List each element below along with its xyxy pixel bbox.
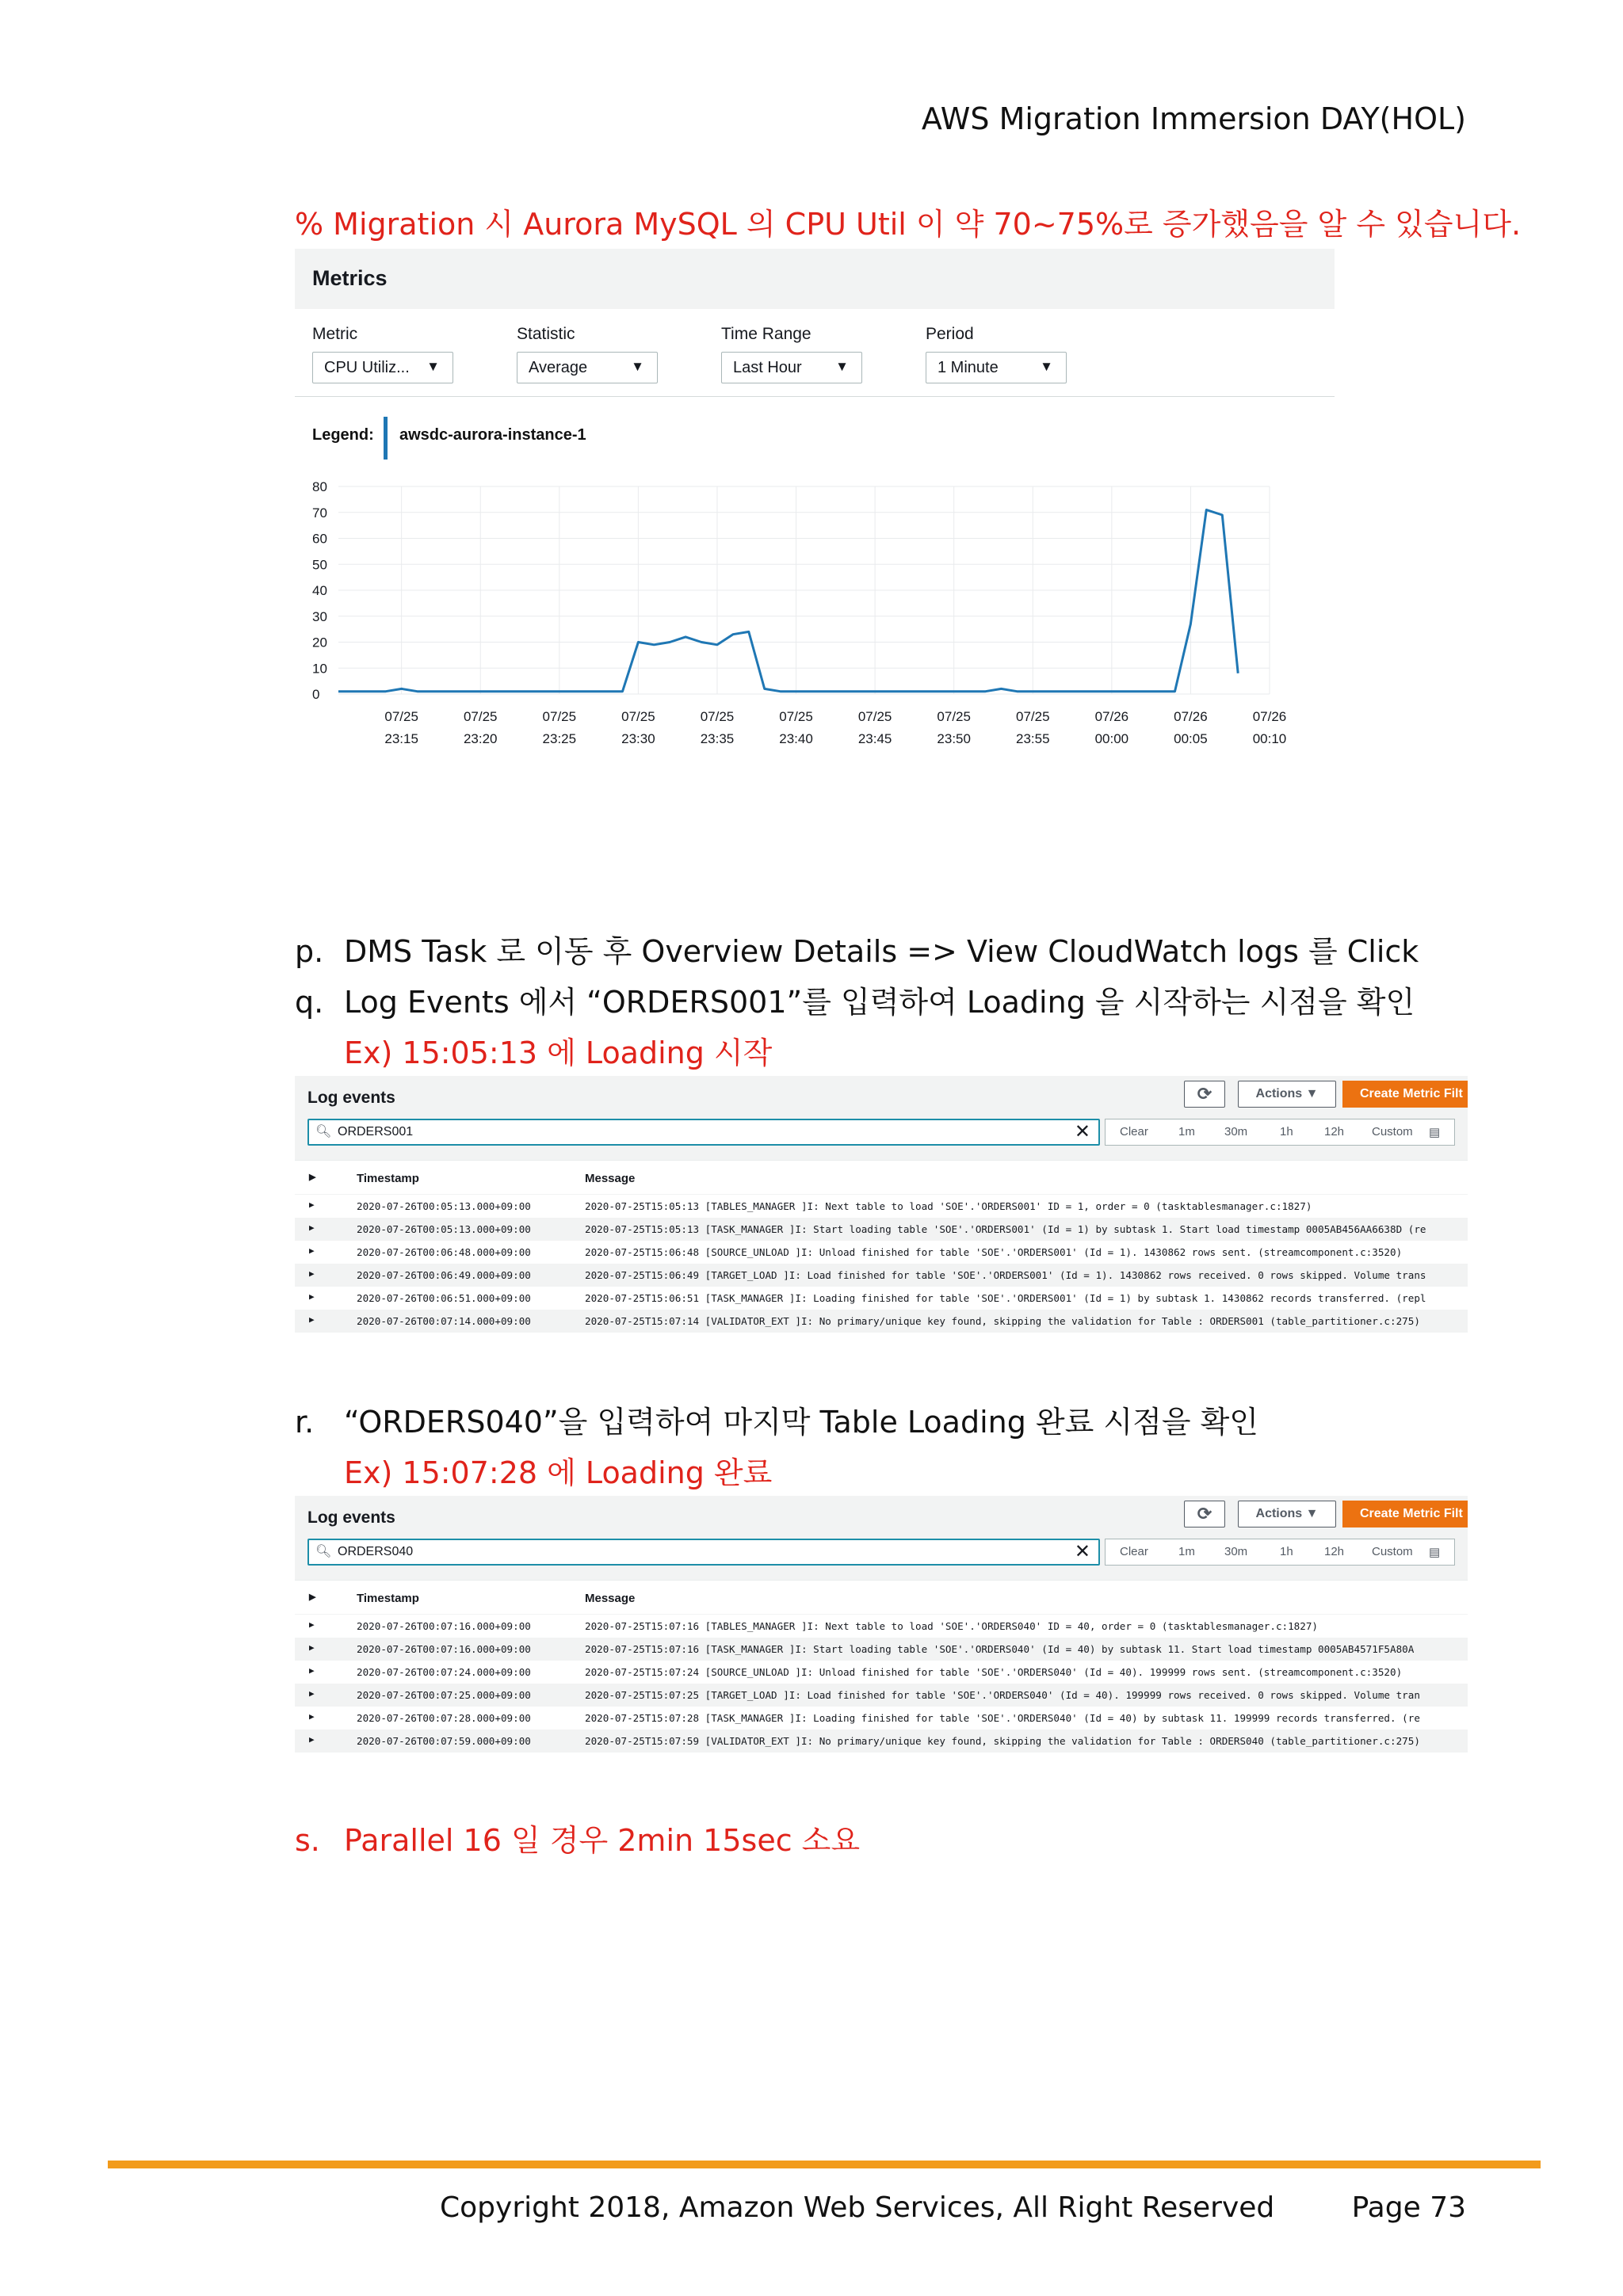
expand-row-icon[interactable]: ▶ [309, 1711, 315, 1722]
x-tick-date: 07/25 [857, 709, 892, 724]
y-tick-label: 80 [312, 479, 327, 494]
legend-swatch [384, 417, 388, 460]
step-p [295, 927, 1419, 971]
time-range-bar [1105, 1119, 1455, 1146]
x-tick-date: 07/25 [779, 709, 813, 724]
cpu-utilization-chart [295, 455, 1335, 875]
step-s [295, 1816, 860, 1859]
log-table-header [295, 1160, 1468, 1194]
log-row-message: 2020-07-25T15:07:59 [VALIDATOR_EXT ]I: No primary/unique key found, skipping the validation for Table : ORDERS040 (table_partitioner.c:275) [585, 1735, 1420, 1747]
y-tick-label: 20 [312, 635, 327, 650]
metric-select-value: CPU Utiliz... [324, 359, 410, 376]
log-row-timestamp: 2020-07-26T00:07:59.000+09:00 [357, 1735, 531, 1747]
col-timestamp: Timestamp [357, 1592, 419, 1605]
x-tick-time: 23:40 [779, 731, 813, 746]
step-q-example: Ex) 15:05:13 에 Loading 시작 [344, 1035, 773, 1070]
step-s-text: Parallel 16 일 경우 2min 15sec 소요 [344, 1823, 861, 1858]
range-12h[interactable]: 12h [1324, 1545, 1345, 1558]
x-tick-date: 07/25 [621, 709, 655, 724]
log-row-message: 2020-07-25T15:07:24 [SOURCE_UNLOAD ]I: Unload finished for table 'SOE'.'ORDERS040' (Id = 40). 199999 rows sent. (streamcomponent.c:3520) [585, 1666, 1403, 1678]
legend-label: Legend: [312, 426, 374, 444]
step-q [295, 978, 1415, 1021]
range-12h[interactable]: 12h [1324, 1125, 1345, 1138]
x-tick-date: 07/25 [937, 709, 971, 724]
step-q-text: Log Events 에서 “ORDERS001”를 입력하여 Loading 을 시작하는 시점을 확인 [344, 985, 1415, 1020]
caret-down-icon: ▼ [631, 359, 644, 374]
refresh-button[interactable] [1184, 1081, 1225, 1108]
refresh-button[interactable] [1184, 1501, 1225, 1527]
y-tick-label: 50 [312, 557, 327, 573]
log-row[interactable] [295, 1195, 1468, 1218]
y-tick-label: 0 [312, 687, 320, 702]
log-row-timestamp: 2020-07-26T00:07:16.000+09:00 [357, 1643, 531, 1655]
statistic-label: Statistic [517, 325, 575, 343]
x-tick-date: 07/25 [463, 709, 498, 724]
document-header-title: AWS Migration Immersion DAY(HOL) [921, 101, 1466, 136]
log-row-message: 2020-07-25T15:07:28 [TASK_MANAGER ]I: Loading finished for table 'SOE'.'ORDERS040' (Id = 40) by subtask 11. 199999 records transferred. (re [585, 1712, 1420, 1724]
refresh-icon: ⟳ [1197, 1084, 1212, 1104]
range-30m[interactable]: 30m [1224, 1125, 1248, 1138]
cpu-util-note: % Migration 시 Aurora MySQL 의 CPU Util 이 약 70~75%로 증가했음을 알 수 있습니다. [295, 207, 1522, 242]
log-row-timestamp: 2020-07-26T00:06:49.000+09:00 [357, 1269, 531, 1281]
create-metric-filter-button[interactable]: Create Metric Filt [1342, 1081, 1468, 1108]
x-tick-time: 23:25 [542, 731, 577, 746]
x-tick-time: 23:30 [621, 731, 655, 746]
time-range-select-value: Last Hour [733, 359, 802, 376]
search-icon: 🔍︎ [315, 1545, 332, 1558]
range-custom[interactable]: Custom [1372, 1125, 1413, 1138]
expand-all-icon[interactable]: ▶ [309, 1592, 316, 1602]
expand-all-icon[interactable]: ▶ [309, 1173, 316, 1182]
series-line [338, 510, 1238, 692]
log-events-title: Log events [307, 1508, 395, 1527]
range-1m[interactable]: 1m [1178, 1125, 1195, 1138]
actions-button[interactable]: Actions ▼ [1238, 1501, 1336, 1527]
expand-row-icon[interactable]: ▶ [309, 1199, 315, 1210]
x-tick-time: 23:50 [937, 731, 971, 746]
log-row-message: 2020-07-25T15:05:13 [TABLES_MANAGER ]I: Next table to load 'SOE'.'ORDERS001' ID = 1, order = 0 (tasktablesmanager.c:1827) [585, 1200, 1312, 1212]
col-message: Message [585, 1172, 636, 1185]
log-row[interactable] [295, 1310, 1468, 1333]
log-row-timestamp: 2020-07-26T00:07:14.000+09:00 [357, 1315, 531, 1327]
clear-search-icon[interactable]: ✕ [1074, 1541, 1090, 1562]
period-select[interactable] [926, 352, 1067, 383]
col-timestamp: Timestamp [357, 1172, 419, 1185]
log-search-value: ORDERS040 [338, 1545, 414, 1558]
range-clear[interactable]: Clear [1120, 1125, 1148, 1138]
log-row[interactable] [295, 1287, 1468, 1310]
y-tick-label: 70 [312, 505, 327, 521]
log-row[interactable] [295, 1241, 1468, 1264]
log-row[interactable] [295, 1661, 1468, 1684]
expand-row-icon[interactable]: ▶ [309, 1619, 315, 1630]
expand-row-icon[interactable]: ▶ [309, 1314, 315, 1325]
log-row-message: 2020-07-25T15:06:51 [TASK_MANAGER ]I: Loading finished for table 'SOE'.'ORDERS001' (Id = 1) by subtask 1. 1430862 records transferred. (repl [585, 1292, 1426, 1304]
step-q-marker: q. [295, 985, 324, 1020]
statistic-select-value: Average [529, 359, 588, 376]
expand-row-icon[interactable]: ▶ [309, 1291, 315, 1302]
x-tick-time: 23:20 [463, 731, 498, 746]
step-r-marker: r. [295, 1405, 315, 1440]
expand-row-icon[interactable]: ▶ [309, 1688, 315, 1699]
calendar-icon: ▤ [1429, 1126, 1441, 1139]
metrics-panel [295, 249, 1335, 883]
x-tick-date: 07/26 [1174, 709, 1208, 724]
legend-series-name: awsdc-aurora-instance-1 [399, 426, 586, 444]
x-tick-time: 00:00 [1094, 731, 1129, 746]
col-message: Message [585, 1592, 636, 1605]
log-row-message: 2020-07-25T15:06:48 [SOURCE_UNLOAD ]I: Unload finished for table 'SOE'.'ORDERS001' (Id = 1). 1430862 rows sent. (streamcomponent.c:3520) [585, 1246, 1403, 1258]
x-tick-date: 07/26 [1252, 709, 1287, 724]
log-row-message: 2020-07-25T15:07:14 [VALIDATOR_EXT ]I: No primary/unique key found, skipping the validation for Table : ORDERS001 (table_partitioner.c:275) [585, 1315, 1420, 1327]
expand-row-icon[interactable]: ▶ [309, 1245, 315, 1256]
log-search-input[interactable] [307, 1119, 1100, 1146]
expand-row-icon[interactable]: ▶ [309, 1642, 315, 1653]
caret-down-icon: ▼ [426, 359, 440, 374]
footer-copyright: Copyright 2018, Amazon Web Services, All Right Reserved [440, 2191, 1275, 2224]
footer-divider [108, 2161, 1541, 2168]
x-tick-time: 23:15 [384, 731, 418, 746]
metric-select[interactable] [312, 352, 453, 383]
x-tick-time: 00:05 [1174, 731, 1208, 746]
refresh-icon: ⟳ [1197, 1504, 1212, 1524]
expand-row-icon[interactable]: ▶ [309, 1268, 315, 1279]
log-row-message: 2020-07-25T15:07:25 [TARGET_LOAD ]I: Load finished for table 'SOE'.'ORDERS040' (Id = 40). 199999 rows received. 0 rows skipped. Volume tran [585, 1689, 1420, 1701]
period-label: Period [926, 325, 974, 343]
caret-down-icon: ▼ [835, 359, 849, 374]
log-table-header [295, 1580, 1468, 1614]
time-range-select[interactable] [721, 352, 862, 383]
log-search-value: ORDERS001 [338, 1125, 414, 1138]
range-clear[interactable]: Clear [1120, 1545, 1148, 1558]
step-p-marker: p. [295, 934, 324, 969]
x-tick-date: 07/25 [542, 709, 577, 724]
step-p-text: DMS Task 로 이동 후 Overview Details => View CloudWatch logs 를 Click [344, 934, 1419, 969]
y-tick-label: 10 [312, 661, 327, 677]
range-30m[interactable]: 30m [1224, 1545, 1248, 1558]
x-tick-date: 07/26 [1094, 709, 1129, 724]
x-tick-time: 23:45 [857, 731, 892, 746]
x-tick-time: 23:35 [700, 731, 735, 746]
range-custom[interactable]: Custom [1372, 1545, 1413, 1558]
range-1m[interactable]: 1m [1178, 1545, 1195, 1558]
clear-search-icon[interactable]: ✕ [1074, 1121, 1090, 1142]
expand-row-icon[interactable]: ▶ [309, 1734, 315, 1745]
log-row-message: 2020-07-25T15:07:16 [TASK_MANAGER ]I: Start loading table 'SOE'.'ORDERS040' (Id = 40) by subtask 11. Start load timestamp 0005AB4571F5A80A [585, 1643, 1415, 1655]
log-row[interactable] [295, 1264, 1468, 1287]
log-row-timestamp: 2020-07-26T00:05:13.000+09:00 [357, 1200, 531, 1212]
time-range-label: Time Range [721, 325, 812, 343]
time-range-bar [1105, 1539, 1455, 1566]
statistic-select[interactable] [517, 352, 658, 383]
y-tick-label: 60 [312, 531, 327, 547]
caret-down-icon: ▼ [1040, 359, 1053, 374]
log-search-input[interactable] [307, 1539, 1100, 1566]
log-events-panel-2 [295, 1496, 1468, 1789]
log-events-panel-1 [295, 1076, 1468, 1369]
log-row-timestamp: 2020-07-26T00:06:51.000+09:00 [357, 1292, 531, 1304]
step-r-example: Ex) 15:07:28 에 Loading 완료 [344, 1455, 773, 1490]
metric-label: Metric [312, 325, 358, 343]
step-r-text: “ORDERS040”을 입력하여 마지막 Table Loading 완료 시점을 확인 [344, 1405, 1259, 1440]
actions-button[interactable]: Actions ▼ [1238, 1081, 1336, 1108]
step-s-marker: s. [295, 1823, 320, 1858]
create-metric-filter-button[interactable]: Create Metric Filt [1342, 1501, 1468, 1527]
x-tick-time: 23:55 [1015, 731, 1050, 746]
x-tick-date: 07/25 [1015, 709, 1050, 724]
log-row[interactable] [295, 1615, 1468, 1638]
y-tick-label: 40 [312, 583, 327, 598]
log-row-timestamp: 2020-07-26T00:06:48.000+09:00 [357, 1246, 531, 1258]
expand-row-icon[interactable]: ▶ [309, 1222, 315, 1233]
metrics-divider [295, 396, 1335, 397]
period-select-value: 1 Minute [938, 359, 999, 376]
page-number: Page 73 [1351, 2191, 1466, 2224]
log-row-message: 2020-07-25T15:07:16 [TABLES_MANAGER ]I: Next table to load 'SOE'.'ORDERS040' ID = 40, order = 0 (tasktablesmanager.c:1827) [585, 1620, 1319, 1632]
step-r [295, 1398, 1258, 1441]
log-row[interactable] [295, 1707, 1468, 1730]
search-icon: 🔍︎ [315, 1125, 332, 1138]
x-tick-date: 07/25 [700, 709, 735, 724]
x-tick-time: 00:10 [1252, 731, 1287, 746]
expand-row-icon[interactable]: ▶ [309, 1665, 315, 1676]
log-row-timestamp: 2020-07-26T00:07:24.000+09:00 [357, 1666, 531, 1678]
x-tick-date: 07/25 [384, 709, 418, 724]
log-row[interactable] [295, 1730, 1468, 1753]
log-row[interactable] [295, 1638, 1468, 1661]
range-1h[interactable]: 1h [1280, 1125, 1293, 1138]
log-row-timestamp: 2020-07-26T00:07:28.000+09:00 [357, 1712, 531, 1724]
metrics-title-bar [295, 249, 1335, 309]
range-1h[interactable]: 1h [1280, 1545, 1293, 1558]
log-events-title: Log events [307, 1089, 395, 1107]
y-tick-label: 30 [312, 608, 327, 624]
calendar-icon: ▤ [1429, 1546, 1441, 1559]
log-row-timestamp: 2020-07-26T00:07:16.000+09:00 [357, 1620, 531, 1632]
log-row-timestamp: 2020-07-26T00:05:13.000+09:00 [357, 1223, 531, 1235]
log-row-timestamp: 2020-07-26T00:07:25.000+09:00 [357, 1689, 531, 1701]
metrics-title: Metrics [312, 266, 388, 290]
log-row-message: 2020-07-25T15:05:13 [TASK_MANAGER ]I: Start loading table 'SOE'.'ORDERS001' (Id = 1) by subtask 1. Start load timestamp 0005AB456AA6638D (re [585, 1223, 1426, 1235]
log-row[interactable] [295, 1218, 1468, 1241]
log-row[interactable] [295, 1684, 1468, 1707]
log-row-message: 2020-07-25T15:06:49 [TARGET_LOAD ]I: Load finished for table 'SOE'.'ORDERS001' (Id = 1). 1430862 rows received. 0 rows skipped. Volume trans [585, 1269, 1426, 1281]
